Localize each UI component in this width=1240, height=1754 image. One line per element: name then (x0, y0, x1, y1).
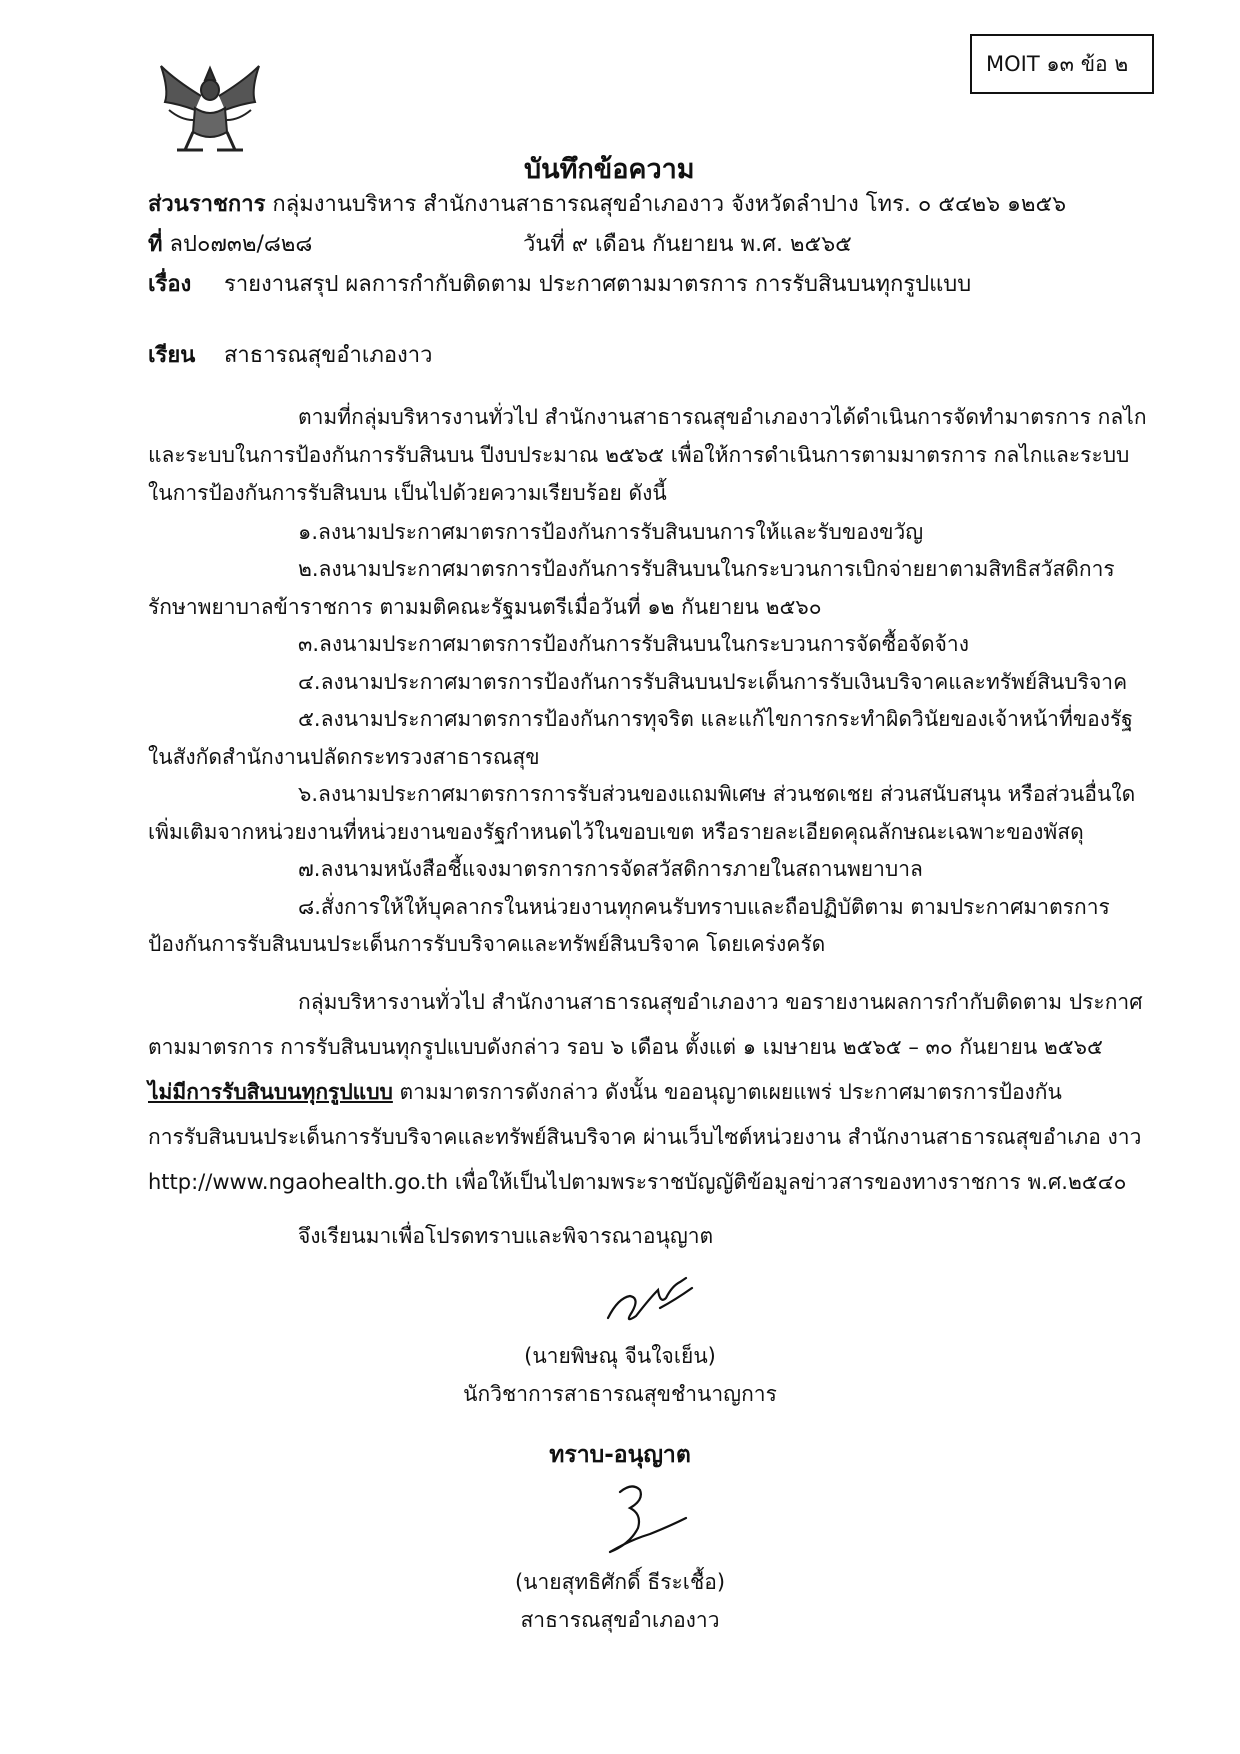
document-code-box (970, 34, 1154, 94)
item-5: ๕.ลงนามประกาศมาตรการป้องกันการทุจริต และแก้ไขการกระทำผิดวินัยของเจ้าหน้าที่ของรัฐ (298, 707, 1133, 731)
closing-line: จึงเรียนมาเพื่อโปรดทราบและพิจารณาอนุญาต (298, 1224, 714, 1248)
signature-1 (600, 1268, 700, 1330)
item-6-cont: เพิ่มเติมจากหน่วยงานที่หน่วยงานของรัฐกำหนดไว้ในขอบเขต หรือรายละเอียดคุณลักษณะเฉพาะของพัสดุ (148, 820, 1084, 844)
report-line-3-rest: ตามมาตรการดังกล่าว ดังนั้น ขออนุญาตเผยแพร่ ประกาศมาตรการป้องกัน (392, 1080, 1062, 1104)
document-code: MOIT ๑๓ ข้อ ๒ (986, 52, 1129, 76)
reference-line (148, 234, 312, 256)
report-line-3 (148, 1082, 1062, 1103)
agency-value: กลุ่มงานบริหาร สำนักงานสาธารณสุขอำเภองาว จังหวัดลำปาง โทร. ๐ ๕๔๒๖ ๑๒๕๖ (272, 192, 1067, 217)
memo-title: บันทึกข้อความ (524, 154, 695, 185)
report-line-2: ตามมาตรการ การรับสินบนทุกรูปแบบดังกล่าว รอบ ๖ เดือน ตั้งแต่ ๑ เมษายน ๒๕๖๕ – ๓๐ กันยายน ๒๕๖๕ (148, 1035, 1103, 1059)
agency-line (148, 194, 1066, 216)
garuda-emblem (155, 60, 265, 158)
report-line-5: http://www.ngaohealth.go.th เพื่อให้เป็นไปตามพระราชบัญญัติข้อมูลข่าวสารของทางราชการ พ.ศ.๒๕๔๐ (148, 1170, 1127, 1194)
signatory-1-name: (นายพิษณุ จีนใจเย็น) (524, 1344, 716, 1368)
date-label: วันที่ (523, 232, 565, 257)
subject-line (148, 274, 191, 296)
item-2-cont: รักษาพยาบาลข้าราชการ ตามมติคณะรัฐมนตรีเมื่อวันที่ ๑๒ กันยายน ๒๕๖๐ (148, 595, 822, 619)
signature-2 (590, 1478, 690, 1560)
item-5-cont: ในสังกัดสำนักงานปลัดกระทรวงสาธารณสุข (148, 745, 540, 769)
recipient-line (148, 345, 195, 367)
item-8: ๘.สั่งการให้ให้บุคลากรในหน่วยงานทุกคนรับทราบและถือปฏิบัติตาม ตามประกาศมาตรการ (298, 895, 1110, 919)
approval-label: ทราบ-อนุญาต (549, 1442, 691, 1468)
item-6: ๖.ลงนามประกาศมาตรการการรับส่วนของแถมพิเศษ ส่วนชดเชย ส่วนสนับสนุน หรือส่วนอื่นใด (298, 782, 1136, 806)
date-line (523, 234, 852, 256)
subject-value: รายงานสรุป ผลการกำกับติดตาม ประกาศตามมาตรการ การรับสินบนทุกรูปแบบ (224, 272, 972, 297)
signatory-2-position: สาธารณสุขอำเภองาว (520, 1608, 720, 1632)
reference-value: ลป๐๗๓๒/๘๒๘ (169, 232, 313, 257)
item-7: ๗.ลงนามหนังสือชี้แจงมาตรการการจัดสวัสดิการภายในสถานพยาบาล (298, 857, 923, 881)
signatory-1-position: นักวิชาการสาธารณสุขชำนาญการ (463, 1382, 777, 1406)
recipient-label: เรียน (148, 343, 196, 368)
intro-line-2: และระบบในการป้องกันการรับสินบน ปีงบประมาณ ๒๕๖๕ เพื่อให้การดำเนินการตามมาตรการ กลไกและระบบ (148, 443, 1130, 467)
recipient-value: สาธารณสุขอำเภองาว (224, 343, 433, 368)
agency-label: ส่วนราชการ (148, 192, 266, 217)
item-8-cont: ป้องกันการรับสินบนประเด็นการรับบริจาคและทรัพย์สินบริจาค โดยเคร่งครัด (148, 932, 826, 956)
reference-label: ที่ (148, 232, 163, 257)
report-line-1: กลุ่มบริหารงานทั่วไป สำนักงานสาธารณสุขอำเภองาว ขอรายงานผลการกำกับติดตาม ประกาศ (298, 990, 1143, 1014)
intro-line-1: ตามที่กลุ่มบริหารงานทั่วไป สำนักงานสาธารณสุขอำเภองาวได้ดำเนินการจัดทำมาตรการ กลไก (298, 405, 1147, 429)
item-4: ๔.ลงนามประกาศมาตรการป้องกันการรับสินบนประเด็นการรับเงินบริจาคและทรัพย์สินบริจาค (298, 670, 1128, 694)
item-1: ๑.ลงนามประกาศมาตรการป้องกันการรับสินบนการให้และรับของขวัญ (298, 520, 924, 544)
item-2: ๒.ลงนามประกาศมาตรการป้องกันการรับสินบนในกระบวนการเบิกจ่ายยาตามสิทธิสวัสดิการ (298, 557, 1115, 581)
report-line-4: การรับสินบนประเด็นการรับบริจาคและทรัพย์สินบริจาค ผ่านเว็บไซต์หน่วยงาน สำนักงานสาธารณสุขอำเภอ งาว (148, 1125, 1142, 1149)
date-value: ๙ เดือน กันยายน พ.ศ. ๒๕๖๕ (571, 232, 852, 257)
intro-line-3: ในการป้องกันการรับสินบน เป็นไปด้วยความเรียบร้อย ดังนี้ (148, 481, 667, 505)
item-3: ๓.ลงนามประกาศมาตรการป้องกันการรับสินบนในกระบวนการจัดซื้อจัดจ้าง (298, 632, 969, 656)
subject-label: เรื่อง (148, 272, 192, 297)
no-bribery-statement: ไม่มีการรับสินบนทุกรูปแบบ (148, 1080, 393, 1104)
signatory-2-name: (นายสุทธิศักดิ์ ธีระเชื้อ) (514, 1570, 726, 1594)
